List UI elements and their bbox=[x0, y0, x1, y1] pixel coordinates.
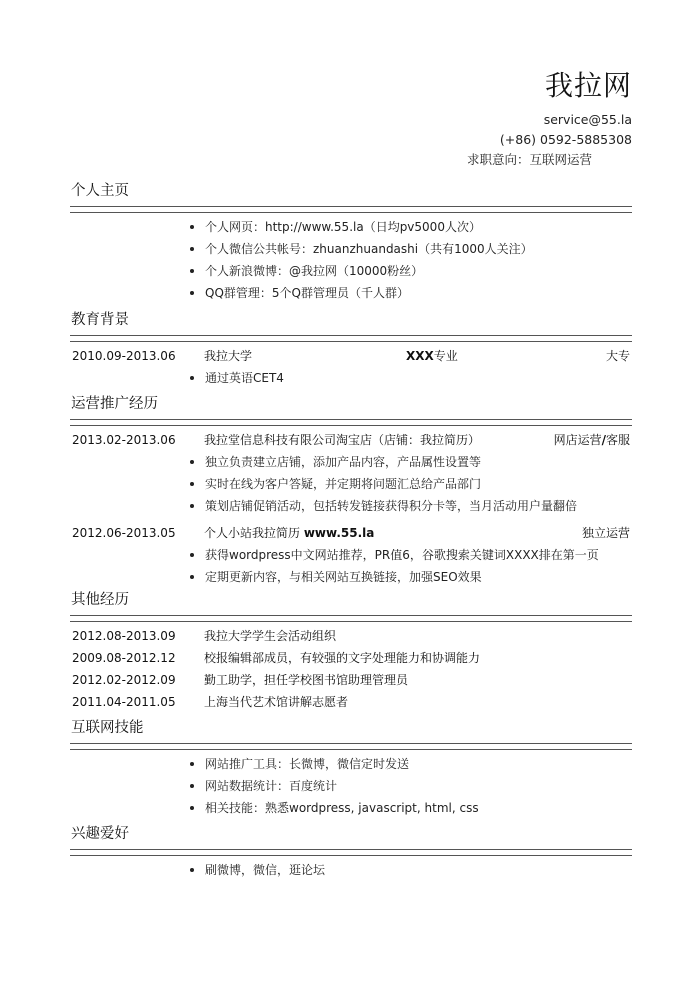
experience-desc: 我拉大学学生会活动组织 bbox=[204, 629, 337, 643]
section-education bbox=[70, 310, 632, 389]
section-title: 兴趣爱好 bbox=[71, 826, 129, 842]
section-title: 互联网技能 bbox=[71, 720, 144, 736]
bullet-icon bbox=[190, 868, 194, 872]
date-range: 2013.02-2013.06 bbox=[72, 433, 176, 447]
applicant-name: 我拉网 bbox=[544, 69, 632, 102]
list-item: 策划店铺促销活动，包括转发链接获得积分卡等，当月活动用户量翻倍 bbox=[70, 495, 632, 517]
phone: (+86) 0592-5885308 bbox=[499, 132, 632, 147]
experience-desc: 勤工助学，担任学校图书馆助理管理员 bbox=[204, 673, 409, 687]
list-item: 个人微信公共帐号：zhuanzhuandashi（共有1000人关注） bbox=[70, 238, 632, 260]
section-title: 运营推广经历 bbox=[71, 396, 158, 412]
section-divider bbox=[70, 335, 632, 342]
list-item: 个人新浪微博：@我拉网（10000粉丝） bbox=[70, 260, 632, 282]
list-item bbox=[70, 647, 632, 669]
bullet-icon bbox=[190, 376, 194, 380]
list-item bbox=[70, 669, 632, 691]
bullet-icon bbox=[190, 269, 194, 273]
education-entry bbox=[70, 345, 632, 367]
experience-desc: 上海当代艺术馆讲解志愿者 bbox=[204, 695, 349, 709]
list-item: 获得wordpress中文网站推荐，PR值6，谷歌搜索关键词XXXX排在第一页 bbox=[70, 544, 632, 566]
job-intent: 求职意向：互联网运营 bbox=[466, 152, 592, 167]
section-homepage bbox=[70, 181, 632, 304]
section-skills bbox=[70, 718, 632, 819]
section-operations bbox=[70, 394, 632, 588]
email: service@55.la bbox=[543, 112, 632, 127]
list-item: 个人网页：http://www.55.la（日均pv5000人次） bbox=[70, 216, 632, 238]
section-divider bbox=[70, 615, 632, 622]
section-title: 个人主页 bbox=[71, 183, 129, 199]
job-entry bbox=[70, 429, 632, 451]
list-item: 相关技能：熟悉wordpress, javascript, html, css bbox=[70, 797, 632, 819]
bullet-icon bbox=[190, 504, 194, 508]
section-divider bbox=[70, 743, 632, 750]
section-divider bbox=[70, 206, 632, 213]
bullet-icon bbox=[190, 806, 194, 810]
date-range: 2012.06-2013.05 bbox=[72, 526, 176, 540]
list-item: 实时在线为客户答疑，并定期将问题汇总给产品部门 bbox=[70, 473, 632, 495]
resume-header bbox=[467, 66, 632, 170]
company-name: 我拉堂信息科技有限公司淘宝店（店铺：我拉简历） bbox=[204, 433, 481, 447]
list-item: 网站推广工具：长微博，微信定时发送 bbox=[70, 753, 632, 775]
skills-list bbox=[70, 753, 632, 819]
bullet-icon bbox=[190, 225, 194, 229]
section-divider bbox=[70, 419, 632, 426]
job-duties bbox=[70, 544, 632, 588]
list-item: 通过英语CET4 bbox=[70, 367, 632, 389]
list-item: QQ群管理：5个Q群管理员（千人群） bbox=[70, 282, 632, 304]
school-name: 我拉大学 bbox=[204, 349, 253, 363]
bullet-icon bbox=[190, 784, 194, 788]
date-range: 2012.08-2013.09 bbox=[72, 629, 176, 643]
list-item: 刷微博，微信，逛论坛 bbox=[70, 859, 632, 881]
job-role: 网店运营/客服 bbox=[553, 433, 630, 447]
bullet-icon bbox=[190, 291, 194, 295]
section-title: 教育背景 bbox=[71, 312, 129, 328]
section-other bbox=[70, 590, 632, 713]
list-item: 独立负责建立店铺，添加产品内容，产品属性设置等 bbox=[70, 451, 632, 473]
other-list bbox=[70, 625, 632, 713]
homepage-list bbox=[70, 216, 632, 304]
date-range: 2009.08-2012.12 bbox=[72, 651, 176, 665]
company-name: 个人小站我拉简历 www.55.la bbox=[204, 526, 375, 540]
date-range: 2010.09-2013.06 bbox=[72, 349, 176, 363]
date-range: 2011.04-2011.05 bbox=[72, 695, 176, 709]
list-item: 网站数据统计：百度统计 bbox=[70, 775, 632, 797]
job-role: 独立运营 bbox=[581, 526, 630, 540]
list-item bbox=[70, 691, 632, 713]
bullet-icon bbox=[190, 575, 194, 579]
list-item: 定期更新内容，与相关网站互换链接，加强SEO效果 bbox=[70, 566, 632, 588]
list-item bbox=[70, 625, 632, 647]
hobbies-list bbox=[70, 859, 632, 881]
section-title: 其他经历 bbox=[71, 592, 129, 608]
education-list bbox=[70, 367, 632, 389]
job-duties bbox=[70, 451, 632, 517]
bullet-icon bbox=[190, 482, 194, 486]
bullet-icon bbox=[190, 247, 194, 251]
bullet-icon bbox=[190, 553, 194, 557]
section-divider bbox=[70, 849, 632, 856]
bullet-icon bbox=[190, 460, 194, 464]
date-range: 2012.02-2012.09 bbox=[72, 673, 176, 687]
degree: 大专 bbox=[605, 349, 630, 363]
major: XXX专业 bbox=[406, 349, 458, 363]
section-hobbies bbox=[70, 824, 632, 881]
job-entry bbox=[70, 522, 632, 544]
experience-desc: 校报编辑部成员，有较强的文字处理能力和协调能力 bbox=[204, 651, 481, 665]
bullet-icon bbox=[190, 762, 194, 766]
